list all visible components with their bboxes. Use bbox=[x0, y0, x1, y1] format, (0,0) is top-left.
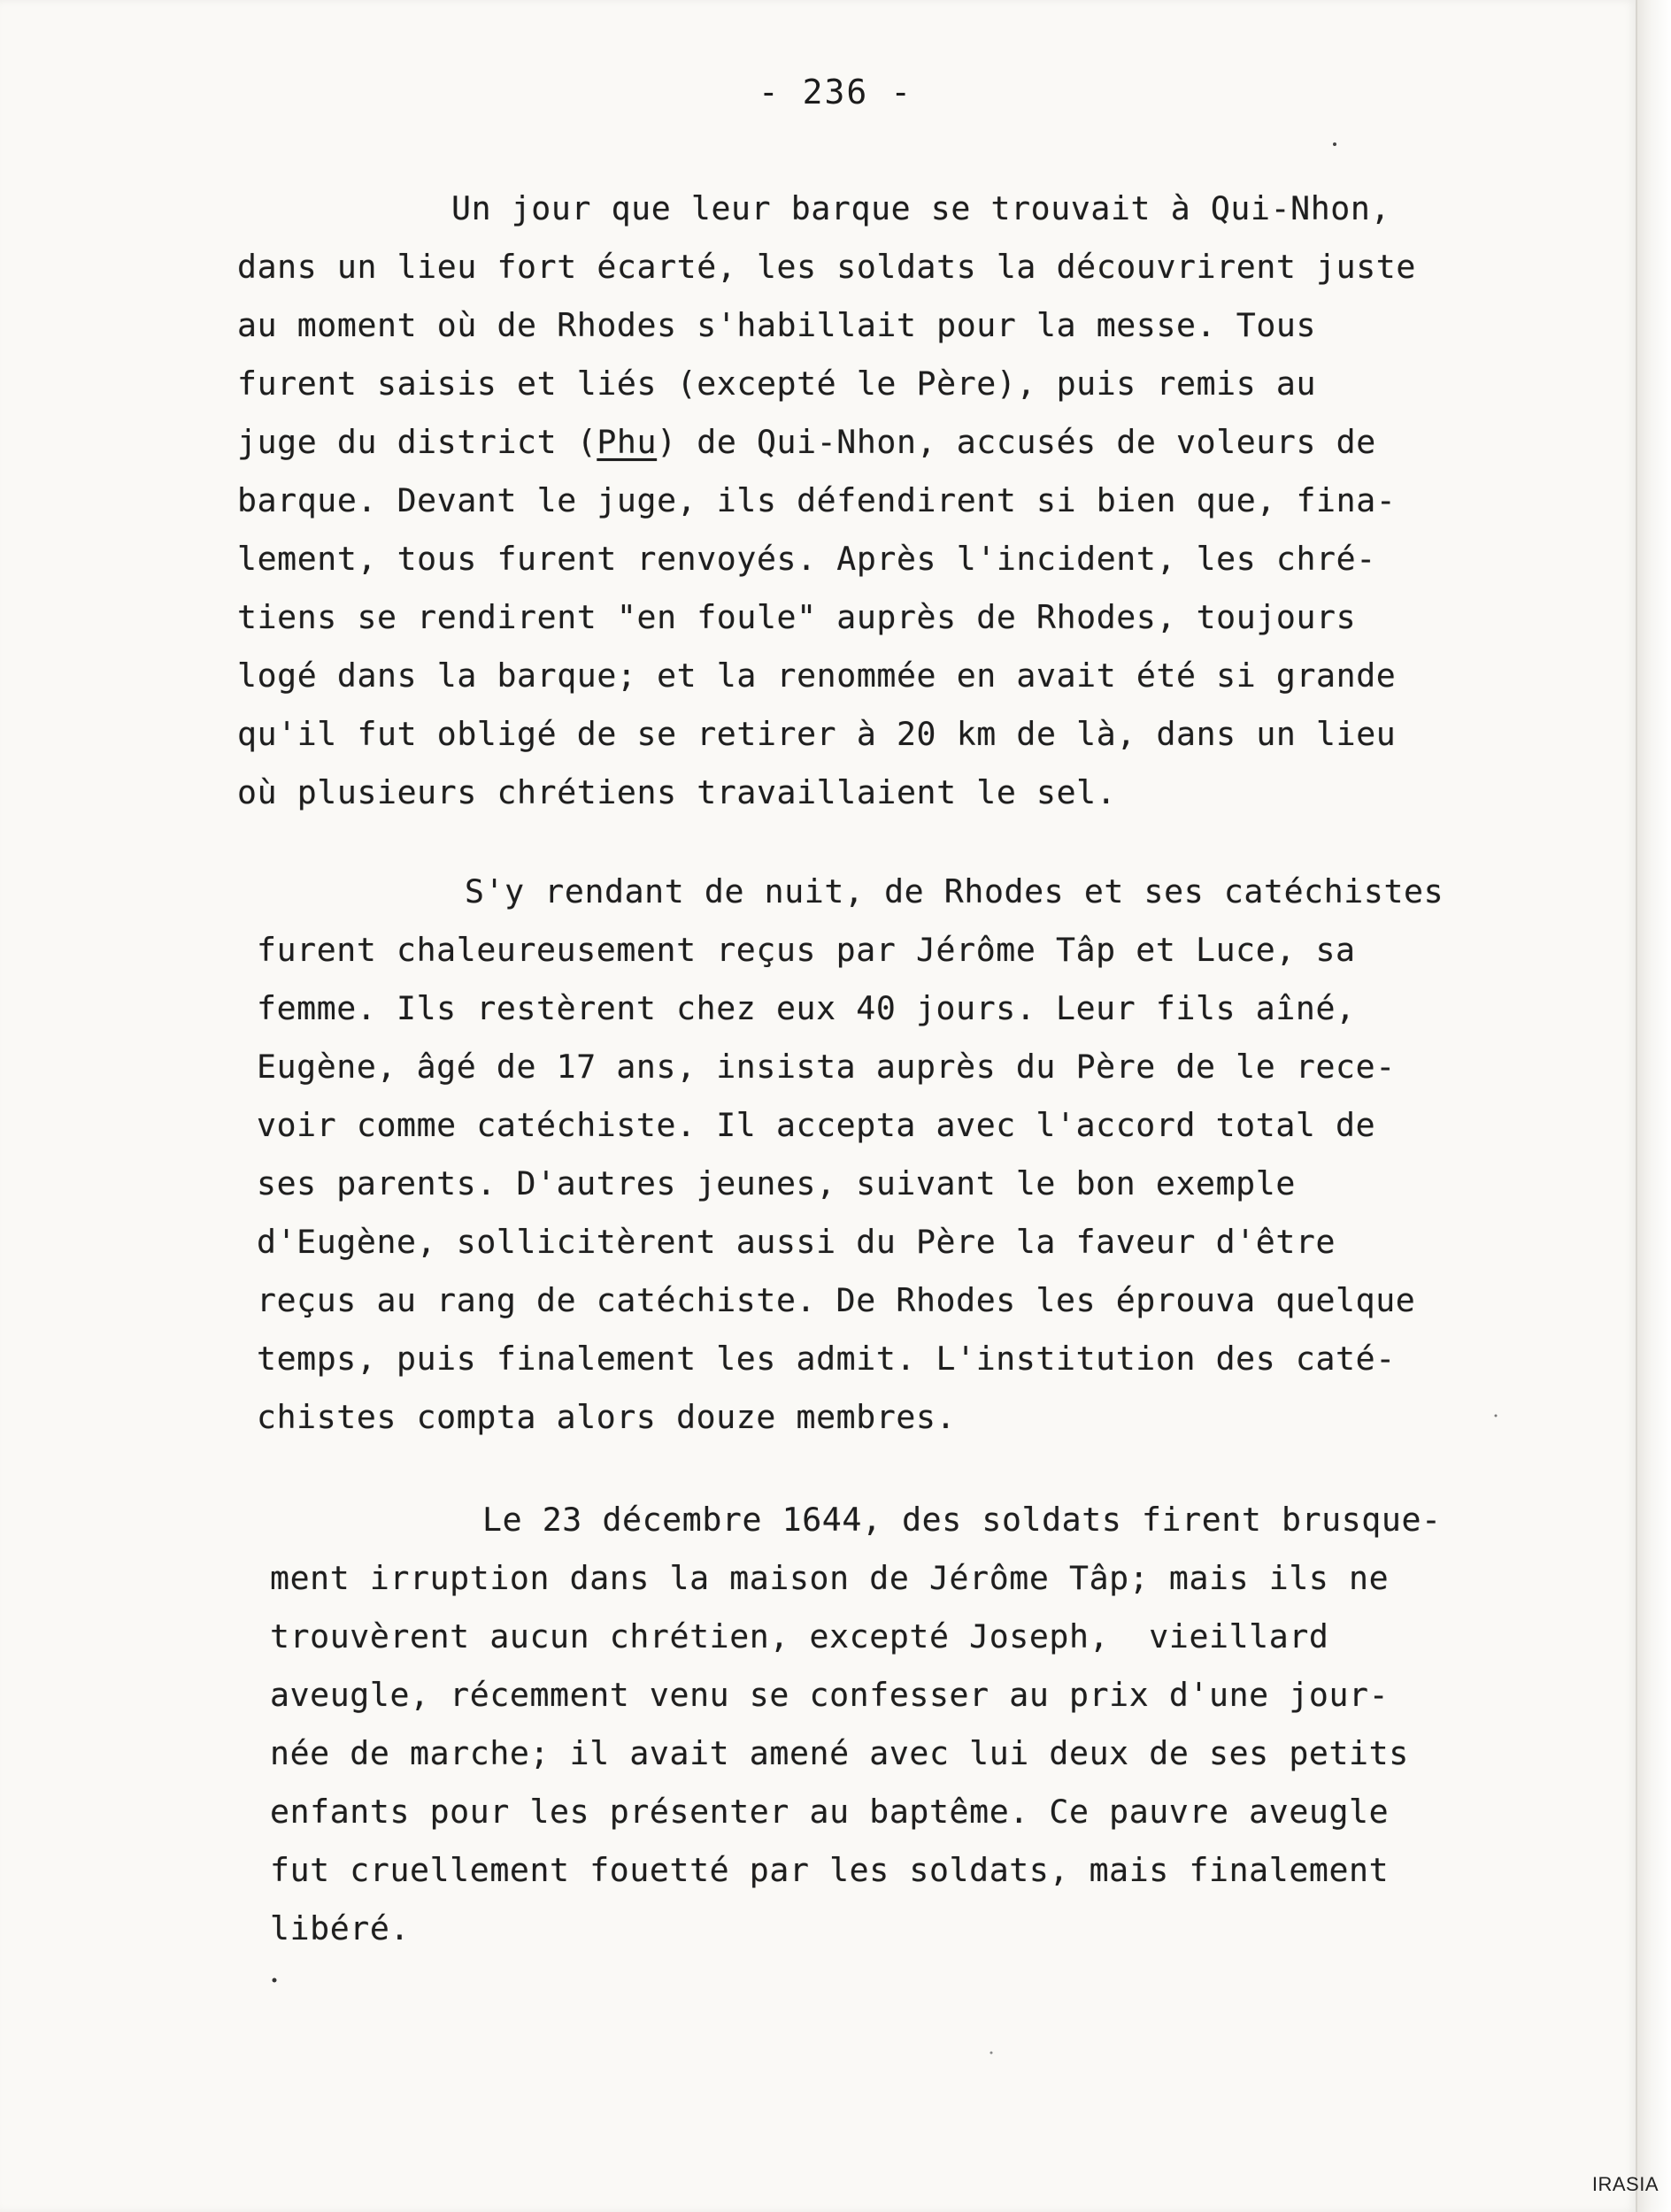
text-line: d'Eugène, sollicitèrent aussi du Père la faveur d'être bbox=[257, 1223, 1336, 1261]
text-line: furent saisis et liés (excepté le Père), puis remis au bbox=[237, 365, 1317, 403]
text-fragment: ) de Qui-Nhon, accusés de voleurs de bbox=[657, 423, 1376, 461]
text-line: aveugle, récemment venu se confesser au prix d'une jour- bbox=[270, 1676, 1390, 1714]
text-line: lement, tous furent renvoyés. Après l'incident, les chré- bbox=[237, 540, 1376, 578]
text-line: née de marche; il avait amené avec lui deux de ses petits bbox=[270, 1734, 1409, 1772]
text-line: où plusieurs chrétiens travaillaient le sel. bbox=[237, 773, 1117, 811]
page-edge bbox=[1636, 0, 1671, 2212]
text-line: dans un lieu fort écarté, les soldats la découvrirent juste bbox=[237, 248, 1416, 286]
text-line: qu'il fut obligé de se retirer à 20 km de là, dans un lieu bbox=[237, 715, 1397, 753]
text-line: femme. Ils restèrent chez eux 40 jours. Leur fils aîné, bbox=[257, 989, 1356, 1027]
watermark-label: IRASIA bbox=[1591, 2173, 1659, 2195]
text-line: reçus au rang de catéchiste. De Rhodes les éprouva quelque bbox=[257, 1281, 1416, 1319]
text-line: tiens se rendirent "en foule" auprès de Rhodes, toujours bbox=[237, 598, 1357, 636]
text-line: Le 23 décembre 1644, des soldats firent brusque- bbox=[482, 1501, 1442, 1539]
text-line: barque. Devant le juge, ils défendirent si bien que, fina- bbox=[237, 481, 1397, 519]
text-line: Un jour que leur barque se trouvait à Qui-Nhon, bbox=[451, 189, 1391, 227]
text-line: au moment où de Rhodes s'habillait pour la messe. Tous bbox=[237, 306, 1317, 344]
text-line: voir comme catéchiste. Il accepta avec l'accord total de bbox=[257, 1106, 1376, 1144]
text-line: ment irruption dans la maison de Jérôme Tâp; mais ils ne bbox=[270, 1559, 1390, 1597]
text-line: S'y rendant de nuit, de Rhodes et ses catéchistes bbox=[465, 872, 1444, 910]
text-line bbox=[237, 423, 1376, 461]
text-line: fut cruellement fouetté par les soldats, mais finalement bbox=[270, 1851, 1390, 1889]
text-line: enfants pour les présenter au baptême. Ce pauvre aveugle bbox=[270, 1793, 1390, 1831]
text-line: trouvèrent aucun chrétien, excepté Joseph, vieillard bbox=[270, 1617, 1329, 1655]
text-line: Eugène, âgé de 17 ans, insista auprès du Père de le rece- bbox=[257, 1048, 1396, 1086]
text-line: logé dans la barque; et la renommée en avait été si grande bbox=[237, 657, 1397, 695]
text-line: chistes compta alors douze membres. bbox=[257, 1398, 957, 1436]
text-line: libéré. bbox=[270, 1909, 411, 1947]
text-fragment: juge du district ( bbox=[237, 423, 597, 461]
page-number: - 236 - bbox=[758, 73, 913, 111]
text-line: temps, puis finalement les admit. L'institution des caté- bbox=[257, 1340, 1396, 1378]
underlined-term: Phu bbox=[597, 423, 658, 461]
text-line: furent chaleureusement reçus par Jérôme Tâp et Luce, sa bbox=[257, 931, 1356, 969]
text-line: ses parents. D'autres jeunes, suivant le bon exemple bbox=[257, 1164, 1296, 1202]
